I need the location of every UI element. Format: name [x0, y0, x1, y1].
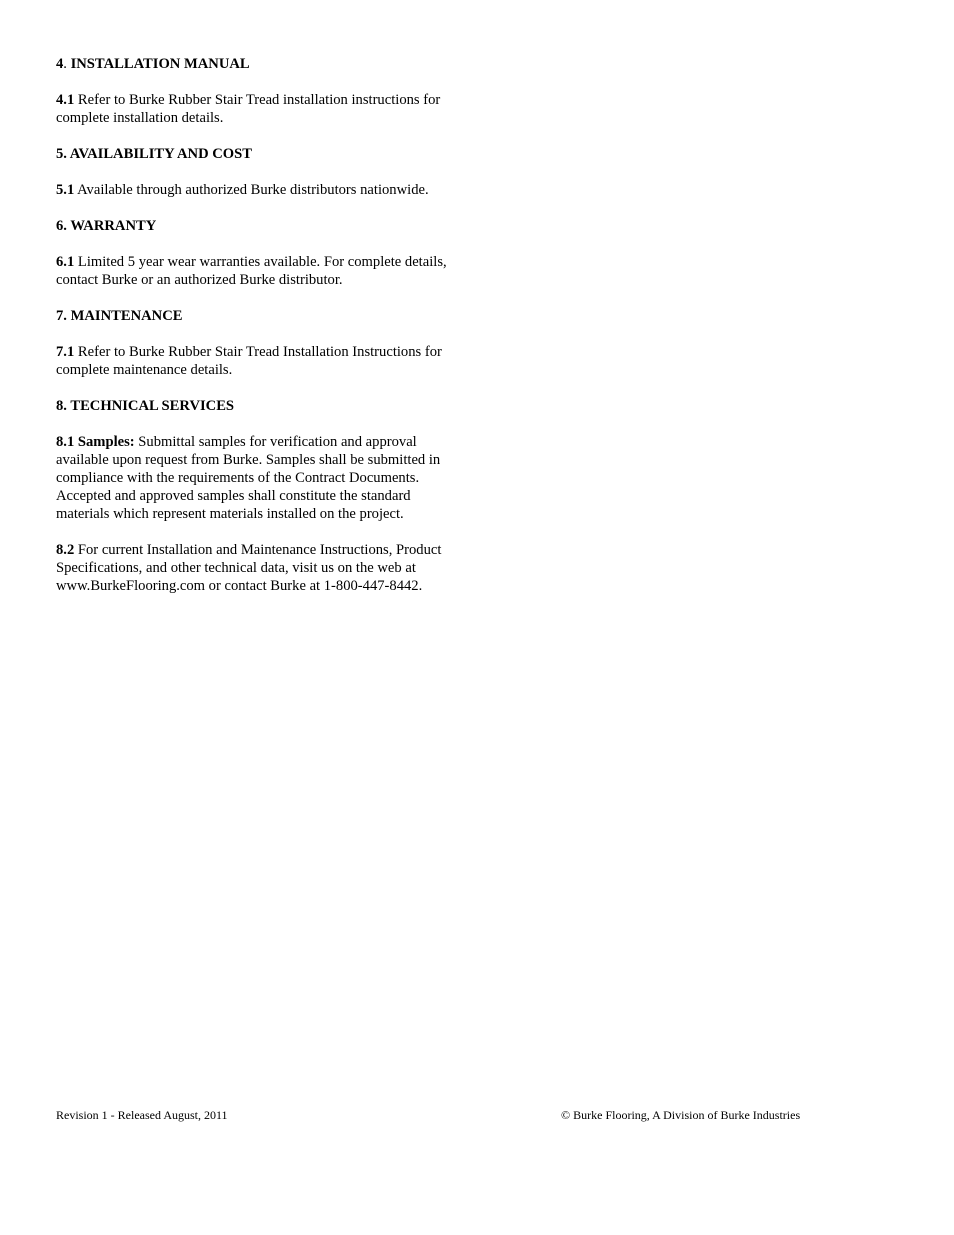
section-4-number: 4: [56, 56, 64, 72]
footer-copyright: © Burke Flooring, A Division of Burke Industries: [561, 1108, 801, 1122]
paragraph-7-1: [56, 343, 456, 379]
paragraph-8-1: [56, 433, 456, 523]
section-6-heading: 6. WARRANTY: [56, 218, 157, 234]
paragraph-number: 8.1 Samples:: [56, 434, 135, 450]
paragraph-text: For current Installation and Maintenance Instructions, Product Specifications, and other technical data, visit us on the web at www.BurkeFlooring.com or contact Burke at 1-800-447-8442.: [56, 542, 442, 594]
section-4-title: INSTALLATION MANUAL: [70, 56, 250, 72]
paragraph-text: Submittal samples for verification and approval available upon request from Burke. Samples shall be submitted in compliance with the requirements of the Contract Documents. Accepted and approved samples shall constitute the standard materials which represent materials installed on the project.: [56, 434, 441, 522]
paragraph-number: 4.1: [56, 92, 75, 108]
paragraph-5-1: [56, 181, 456, 199]
section-4-number-suffix: .: [63, 56, 71, 72]
section-5-heading: 5. AVAILABILITY AND COST: [56, 146, 253, 162]
paragraph-4-1: [56, 91, 456, 127]
section-7-heading: 7. MAINTENANCE: [56, 308, 183, 324]
paragraph-text: Available through authorized Burke distributors nationwide.: [74, 182, 429, 198]
paragraph-number: 5.1: [56, 182, 75, 198]
section-8-heading: 8. TECHNICAL SERVICES: [56, 398, 235, 414]
section-4-heading: [56, 55, 456, 73]
paragraph-number: 8.2: [56, 542, 75, 558]
paragraph-8-2: [56, 541, 456, 595]
paragraph-text: Refer to Burke Rubber Stair Tread installation instructions for complete installation details.: [56, 92, 441, 126]
paragraph-text: Refer to Burke Rubber Stair Tread Installation Instructions for complete maintenance details.: [56, 344, 442, 378]
paragraph-text: Limited 5 year wear warranties available. For complete details, contact Burke or an authorized Burke distributor.: [56, 254, 447, 288]
paragraph-number: 6.1: [56, 254, 75, 270]
footer-revision: Revision 1 - Released August, 2011: [56, 1108, 228, 1122]
paragraph-6-1: [56, 253, 456, 289]
document-body: [56, 55, 456, 613]
paragraph-number: 7.1: [56, 344, 75, 360]
